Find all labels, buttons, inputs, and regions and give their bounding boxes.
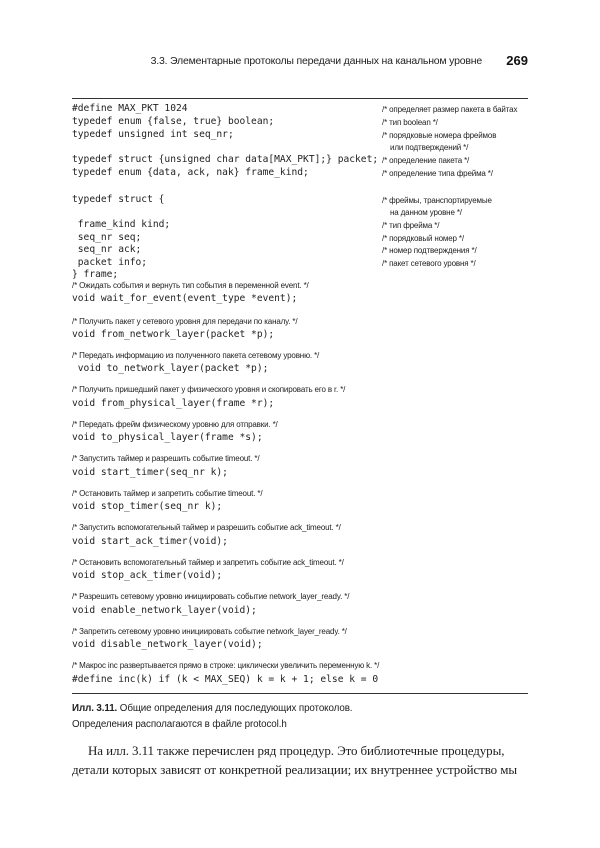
figure-caption	[72, 701, 528, 733]
code-line: } frame;	[72, 269, 119, 280]
procedure-code: void disable_network_layer(void);	[72, 639, 263, 650]
side-comment: /* пакет сетевого уровня */	[382, 259, 476, 268]
procedure-code: void from_physical_layer(frame *r);	[72, 398, 275, 409]
procedure-comment: /* Макрос inc развертывается прямо в строке: циклически увеличить переменную k. */	[72, 661, 380, 670]
procedure-comment: /* Разрешить сетевому уровню инициировать событие network_layer_ready. */	[72, 592, 350, 601]
code-line: packet info;	[72, 257, 148, 268]
procedure-code: void stop_timer(seq_nr k);	[72, 501, 223, 512]
procedure-comment: /* Передать информацию из полученного пакета сетевому уровню. */	[72, 351, 320, 360]
side-comment: на данном уровне */	[390, 208, 462, 217]
procedure-code: void start_timer(seq_nr k);	[72, 467, 228, 478]
procedure-comment: /* Ожидать события и вернуть тип события в переменной event. */	[72, 281, 309, 290]
code-line: seq_nr ack;	[72, 244, 142, 255]
caption-line-2: Определения располагаются в файле protocol.h	[72, 719, 287, 730]
caption-text: Общие определения для последующих протоколов.	[117, 703, 353, 714]
side-comment: /* порядковые номера фреймов	[382, 131, 497, 140]
side-comment: или подтверждений */	[390, 143, 469, 152]
procedure-code: void enable_network_layer(void);	[72, 605, 257, 616]
side-comment: /* определение типа фрейма */	[382, 169, 493, 178]
caption-label: Илл. 3.11.	[72, 703, 118, 714]
side-comment: /* тип boolean */	[382, 118, 438, 127]
bottom-rule	[72, 693, 528, 694]
code-line: typedef unsigned int seq_nr;	[72, 129, 234, 140]
procedure-comment: /* Остановить таймер и запретить событие timeout. */	[72, 489, 263, 498]
code-line: seq_nr seq;	[72, 232, 142, 243]
body-line-2: детали которых зависят от конкретной реализации; их внутреннее устройство мы	[72, 762, 517, 777]
side-comment: /* определяет размер пакета в байтах	[382, 105, 518, 114]
body-paragraph	[72, 741, 528, 779]
procedure-code: void to_network_layer(packet *p);	[72, 363, 269, 374]
body-line-1: На илл. 3.11 также перечислен ряд процедур. Это библиотечные процедуры,	[88, 743, 505, 758]
procedure-comment: /* Передать фрейм физическому уровню для отправки. */	[72, 420, 278, 429]
procedure-code: #define inc(k) if (k < MAX_SEQ) k = k + 1; else k = 0	[72, 674, 379, 685]
code-line: typedef enum {data, ack, nak} frame_kind;	[72, 167, 309, 178]
procedure-comment: /* Остановить вспомогательный таймер и запретить событие ack_timeout. */	[72, 558, 344, 567]
header-title: 3.3. Элементарные протоколы передачи данных на канальном уровне	[150, 55, 482, 67]
code-line: frame_kind kind;	[72, 219, 171, 230]
page-number: 269	[506, 53, 528, 68]
running-header	[72, 53, 528, 75]
caption-line-1	[72, 701, 528, 717]
procedure-code: void start_ack_timer(void);	[72, 536, 228, 547]
side-comment: /* номер подтверждения */	[382, 246, 477, 255]
procedure-comment: /* Запретить сетевому уровню инициировать событие network_layer_ready. */	[72, 627, 347, 636]
procedure-code: void from_network_layer(packet *p);	[72, 329, 275, 340]
procedure-code: void stop_ack_timer(void);	[72, 570, 223, 581]
code-listing	[72, 101, 528, 691]
procedure-comment: /* Запустить таймер и разрешить событие timeout. */	[72, 454, 260, 463]
side-comment: /* фреймы, транспортируемые	[382, 196, 492, 205]
code-line: typedef enum {false, true} boolean;	[72, 116, 275, 127]
procedure-comment: /* Получить пришедший пакет у физического уровня и скопировать его в r. */	[72, 385, 346, 394]
code-line: #define MAX_PKT 1024	[72, 103, 188, 114]
procedure-code: void to_physical_layer(frame *s);	[72, 432, 263, 443]
procedure-comment: /* Запустить вспомогательный таймер и разрешить событие ack_timeout. */	[72, 523, 341, 532]
procedure-code: void wait_for_event(event_type *event);	[72, 293, 298, 304]
code-line: typedef struct {	[72, 194, 165, 205]
side-comment: /* порядковый номер */	[382, 234, 464, 243]
top-rule	[72, 98, 528, 99]
code-line: typedef struct {unsigned char data[MAX_PKT];} packet;	[72, 154, 379, 165]
procedure-comment: /* Получить пакет у сетевого уровня для передачи по каналу. */	[72, 317, 298, 326]
side-comment: /* тип фрейма */	[382, 221, 440, 230]
side-comment: /* определение пакета */	[382, 156, 470, 165]
